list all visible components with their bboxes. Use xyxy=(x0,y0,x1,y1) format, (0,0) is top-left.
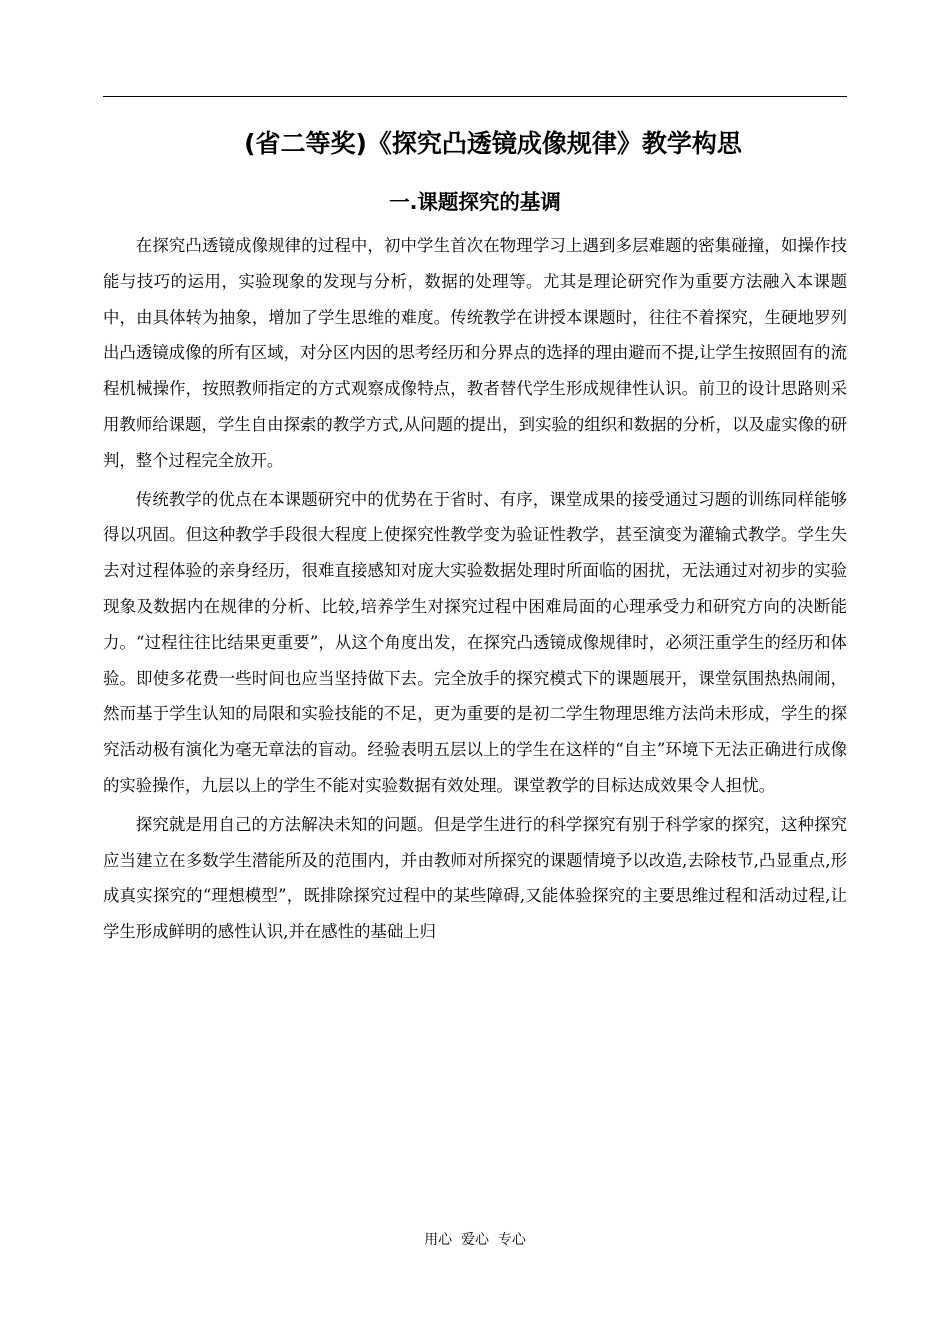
header-rule xyxy=(103,96,847,97)
document-title: (省二等奖)《探究凸透镜成像规律》教学构思 xyxy=(244,129,742,158)
document-body xyxy=(103,228,847,950)
paragraph-2: 传统教学的优点在本课题研究中的优势在于省时、有序，课堂成果的接受通过习题的训练同样能够得以巩固。但这种教学手段很大程度上使探究性教学变为验证性教学，甚至演变为灌输式教学。学生失去对过程体验的亲身经历，很难直接感知对庞大实验数据处理时所面临的困扰，无法通过对初步的实验现象及数据内在规律的分析、比较,培养学生对探究过程中困难局面的心理承受力和研究方向的决断能力。“过程往往比结果更重要”，从这个角度出发，在探究凸透镜成像规律时，必须汪重学生的经历和体验。即使多花费一些时间也应当坚持做下去。完全放手的探究模式下的课题展开，课堂氛围热热闹闹，然而基于学生认知的局限和实验技能的不足，更为重要的是初二学生物理思维方法尚未形成，学生的探究活动极有演化为毫无章法的盲动。经验表明五层以上的学生在这样的“自主”环境下无法正确进行成像的实验操作，九层以上的学生不能对实验数据有效处理。课堂教学的目标达成效果令人担忧。 xyxy=(103,489,847,795)
paragraph-3: 探究就是用自己的方法解决未知的问题。但是学生进行的科学探究有别于科学家的探究，这种探究应当建立在多数学生潜能所及的范围内，并由教师对所探究的课题情境予以改造,去除枝节,凸显重点,形成真实探究的“理想模型”，既排除探究过程中的某些障碍,又能体验探究的主要思维过程和活动过程,让学生形成鲜明的感性认识,并在感性的基础上归 xyxy=(103,814,847,942)
paragraph-1: 在探究凸透镜成像规律的过程中，初中学生首次在物理学习上遇到多层难题的密集碰撞，如操作技能与技巧的运用，实验现象的发现与分析，数据的处理等。尤其是理论研究作为重要方法融入本课题中，由具体转为抽象，增加了学生思维的难度。传统教学在讲授本课题时，往往不着探究，生硬地罗列出凸透镜成像的所有区域，对分区内因的思考经历和分界点的选择的理由避而不提,让学生按照固有的流程机械操作，按照教师指定的方式观察成像特点，教者替代学生形成规律性认识。前卫的设计思路则采用教师给课题，学生自由探索的教学方式,从问题的提出，到实验的组织和数据的分析，以及虚实像的研判，整个过程完全放开。 xyxy=(103,236,847,470)
page-footer: 用心 爱心 专心 xyxy=(424,1232,526,1248)
section-heading: 一.课题探究的基调 xyxy=(389,190,561,214)
